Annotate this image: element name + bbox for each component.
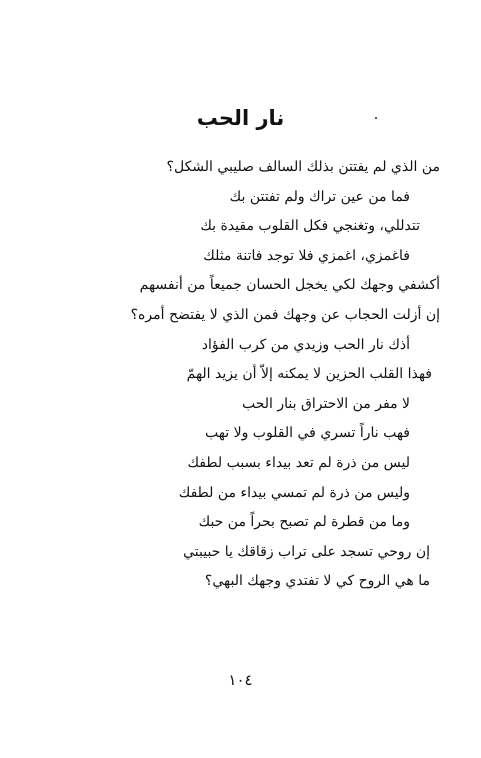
verse-line: تتدللي، وتغنجي فكل القلوب مقيدة بك [200,218,420,235]
verse-line: فما من عين تراك ولم تفتتن بك [229,188,410,205]
verse-line: ما هي الروح كي لا تفتدي وجهك البهي؟ [204,573,430,590]
verse-line: من الذي لم يفتتن بذلك السالف صليبي الشكل؟ [166,159,440,175]
poem-title: نار الحب [196,106,285,130]
verse-line: ليس من ذرة لم تعد بيداء بسبب لطفك [187,454,410,471]
verse-line: فهب ناراً تسري في القلوب ولا تهب [205,425,410,442]
verse-line: وما من قطرة لم تصبح بحراً من حبك [198,514,410,531]
verse-line: لا مفر من الاحتراق بنار الحب [241,395,410,412]
scan-speck [375,117,377,119]
verse-line: أكشفي وجهك لكي يخجل الحسان جميعاً من أنفسهم [139,277,440,294]
poem-verses [40,153,440,597]
verse-line: أذك نار الحب وزيدي من كرب الفؤاد [201,336,410,353]
verse-line: إن أزلت الحجاب عن وجهك فمن الذي لا يفتضح أمره؟ [130,306,440,323]
verse-line: فهذا القلب الحزين لا يمكنه إلاّ أن يزيد الهمّ [186,366,432,383]
verse-line: فاغمزي، اغمزي فلا توجد فاتنة مثلك [203,247,410,264]
verse-line: إن روحي تسجد على تراب زقاقك يا حبيبتي [183,543,430,560]
verse-line: وليس من ذرة لم تمسي بيداء من لطفك [178,484,410,501]
page-number: ١٠٤ [228,671,253,689]
